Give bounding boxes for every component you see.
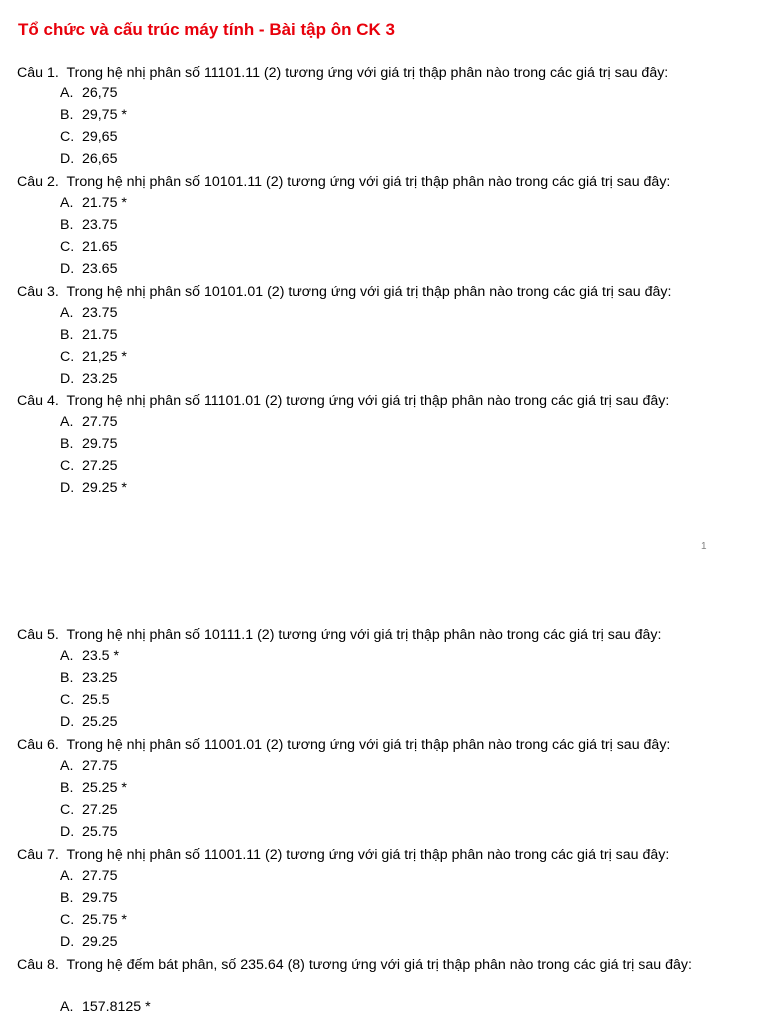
question-3-options [60,302,127,390]
question-6-options [60,755,127,843]
question-6 [17,734,670,756]
option-letter: B. [60,217,74,233]
option-c [60,689,119,711]
option-value: 23.75 [81,305,118,321]
option-value: 29.25 [81,934,118,950]
option-d [60,477,127,499]
option-letter: C. [60,912,75,928]
option-b [60,104,127,126]
option-d [60,711,119,733]
option-letter: A. [60,414,74,430]
option-a [60,996,151,1018]
option-a [60,82,127,104]
option-value: 27.25 [81,458,118,474]
question-label: Câu 7. [17,847,59,863]
option-letter: C. [60,458,75,474]
option-d [60,148,127,170]
question-1-options [60,82,127,170]
option-letter: D. [60,824,75,840]
page-number: 1 [701,541,707,552]
option-value: 157.8125 * [81,999,151,1015]
option-value: 27.75 [81,868,118,884]
question-4-options [60,411,127,499]
option-value: 23.75 [81,217,118,233]
question-text: Trong hệ nhị phân số 11101.11 (2) tương ứng với giá trị thập phân nào trong các giá trị sau đây: [66,65,669,81]
question-4 [17,390,669,412]
option-letter: A. [60,648,74,664]
option-letter: A. [60,85,74,101]
option-a [60,865,127,887]
option-value: 25.75 * [81,912,127,928]
option-a [60,645,119,667]
option-b [60,214,127,236]
option-c [60,126,127,148]
option-value: 21.65 [81,239,118,255]
document-page-2 [0,580,768,1024]
option-letter: B. [60,890,74,906]
question-8 [17,954,729,976]
question-label: Câu 1. [17,65,59,81]
option-value: 23.25 [81,670,118,686]
question-3 [17,281,671,303]
option-c [60,236,127,258]
option-value: 27.75 [81,758,118,774]
option-b [60,324,127,346]
option-letter: C. [60,802,75,818]
option-a [60,192,127,214]
document-title: Tổ chức và cấu trúc máy tính - Bài tập ôn CK 3 [18,20,395,39]
question-8-options [60,996,151,1018]
option-letter: D. [60,261,75,277]
option-letter: D. [60,151,75,167]
option-value: 23.65 [81,261,118,277]
option-value: 25.25 * [81,780,127,796]
option-letter: C. [60,349,75,365]
option-b [60,433,127,455]
question-text: Trong hệ nhị phân số 10101.01 (2) tương ứng với giá trị thập phân nào trong các giá trị sau đây: [66,284,672,300]
option-a [60,755,127,777]
question-text: Trong hệ nhị phân số 11101.01 (2) tương ứng với giá trị thập phân nào trong các giá trị sau đây: [66,393,670,409]
option-value: 29.75 [81,890,118,906]
question-2-options [60,192,127,280]
option-letter: C. [60,692,75,708]
option-letter: D. [60,714,75,730]
option-letter: A. [60,999,74,1015]
question-label: Câu 8. [17,957,59,973]
question-label: Câu 5. [17,627,59,643]
option-value: 25.25 [81,714,118,730]
option-d [60,258,127,280]
option-letter: A. [60,868,74,884]
option-value: 29,65 [81,129,118,145]
option-letter: D. [60,934,75,950]
option-value: 26,65 [81,151,118,167]
question-text: Trong hệ nhị phân số 11001.11 (2) tương ứng với giá trị thập phân nào trong các giá trị sau đây: [66,847,670,863]
option-letter: C. [60,239,75,255]
option-letter: B. [60,780,74,796]
option-d [60,931,127,953]
option-value: 21,25 * [81,349,127,365]
option-value: 23.5 * [81,648,120,664]
option-letter: C. [60,129,75,145]
question-1 [17,62,668,84]
option-letter: B. [60,670,74,686]
question-text: Trong hệ nhị phân số 11001.01 (2) tương ứng với giá trị thập phân nào trong các giá trị sau đây: [66,737,671,753]
option-value: 29,75 * [81,107,127,123]
question-text: Trong hệ nhị phân số 10111.1 (2) tương ứng với giá trị thập phân nào trong các giá trị sau đây: [66,627,662,643]
option-value: 25.5 [81,692,110,708]
question-label: Câu 6. [17,737,59,753]
option-a [60,411,127,433]
option-a [60,302,127,324]
option-letter: D. [60,480,75,496]
option-c [60,909,127,931]
option-value: 21.75 * [81,195,127,211]
option-b [60,667,119,689]
option-c [60,455,127,477]
question-5 [17,624,661,646]
question-2 [17,171,670,193]
option-d [60,368,127,390]
question-text: Trong hệ đếm bát phân, số 235.64 (8) tương ứng với giá trị thập phân nào trong các giá trị sau đây: [66,957,692,973]
option-b [60,777,127,799]
option-b [60,887,127,909]
question-text: Trong hệ nhị phân số 10101.11 (2) tương ứng với giá trị thập phân nào trong các giá trị sau đây: [66,174,671,190]
question-5-options [60,645,119,733]
option-value: 23.25 [81,371,118,387]
question-label: Câu 3. [17,284,59,300]
option-c [60,799,127,821]
option-letter: A. [60,758,74,774]
option-letter: D. [60,371,75,387]
option-value: 27.75 [81,414,118,430]
question-7-options [60,865,127,953]
option-d [60,821,127,843]
option-c [60,346,127,368]
option-letter: B. [60,107,74,123]
option-letter: A. [60,195,74,211]
option-letter: B. [60,436,74,452]
option-value: 21.75 [81,327,118,343]
option-value: 29.75 [81,436,118,452]
option-value: 26,75 [81,85,118,101]
option-value: 25.75 [81,824,118,840]
question-label: Câu 4. [17,393,59,409]
option-value: 29.25 * [81,480,127,496]
option-value: 27.25 [81,802,118,818]
question-7 [17,844,669,866]
option-letter: A. [60,305,74,321]
question-label: Câu 2. [17,174,59,190]
option-letter: B. [60,327,74,343]
